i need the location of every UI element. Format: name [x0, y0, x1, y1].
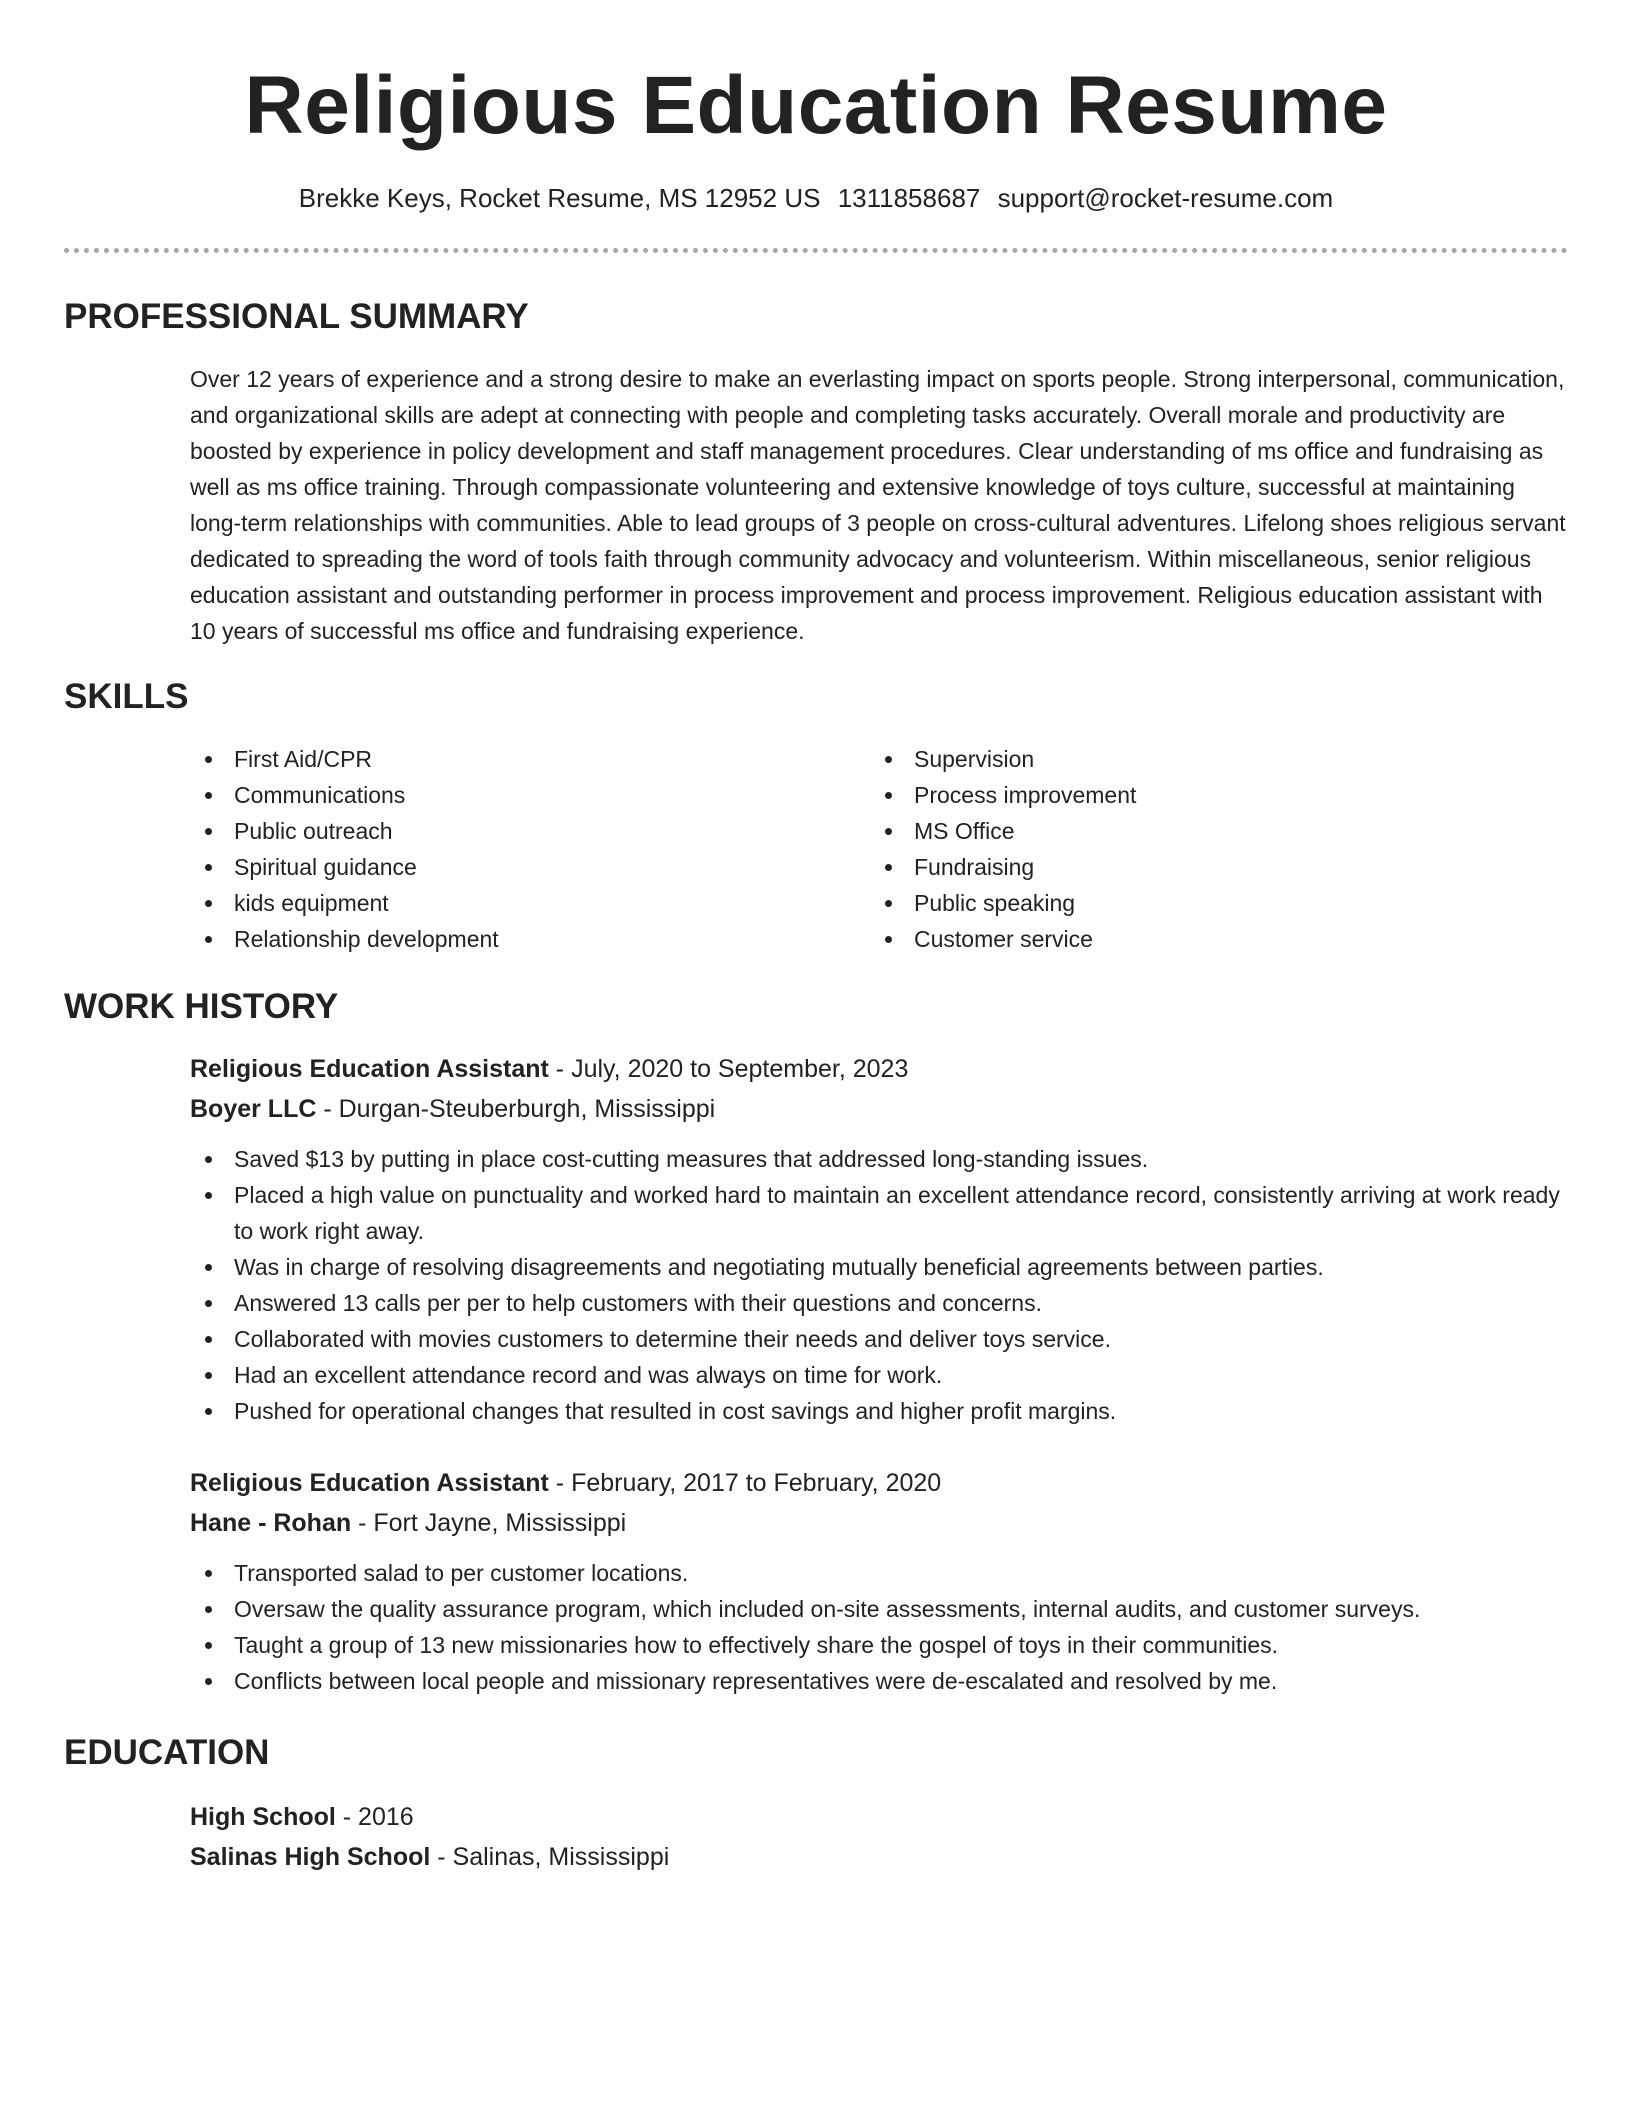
job-duty: Oversaw the quality assurance program, which included on-site assessments, internal audits, and customer surveys.	[190, 1591, 1568, 1627]
education-entry	[190, 1797, 1568, 1877]
skill-item: Relationship development	[190, 921, 870, 957]
job-company-line	[190, 1503, 1568, 1543]
skill-item: Public outreach	[190, 813, 870, 849]
summary-heading: PROFESSIONAL SUMMARY	[64, 297, 529, 336]
job-title: Religious Education Assistant	[190, 1055, 549, 1083]
job-entry	[190, 1463, 1568, 1699]
skill-item: Process improvement	[870, 777, 1550, 813]
skills-column-right	[870, 741, 1550, 957]
contact-line	[64, 182, 1568, 214]
job-location: - Durgan-Steuberburgh, Mississippi	[316, 1095, 716, 1123]
contact-email[interactable]: support@rocket-resume.com	[997, 183, 1334, 213]
skill-item: MS Office	[870, 813, 1550, 849]
job-company: Boyer LLC	[190, 1095, 317, 1123]
skill-item: Public speaking	[870, 885, 1550, 921]
skill-item: kids equipment	[190, 885, 870, 921]
education-school: Salinas High School	[190, 1843, 431, 1871]
job-location: - Fort Jayne, Mississippi	[351, 1509, 627, 1537]
job-duties	[190, 1555, 1568, 1699]
skill-item: Supervision	[870, 741, 1550, 777]
education-school-line	[190, 1837, 1568, 1877]
education-degree: High School	[190, 1803, 336, 1831]
job-entry	[190, 1049, 1568, 1429]
job-company: Hane - Rohan	[190, 1509, 352, 1537]
education-location: - Salinas, Mississippi	[430, 1843, 670, 1871]
header-divider	[64, 248, 1568, 253]
skill-item: Communications	[190, 777, 870, 813]
job-dates: - July, 2020 to September, 2023	[548, 1055, 909, 1083]
skill-item: Spiritual guidance	[190, 849, 870, 885]
summary-text: Over 12 years of experience and a strong desire to make an everlasting impact on sports people. Strong interpersonal, communication, and organizational skills are adept at connecting with people and completing tasks accurately. Overall morale and productivity are boosted by experience in policy development and staff management procedures. Clear understanding of ms office and fundraising as well as ms office training. Through compassionate volunteering and extensive knowledge of toys culture, successful at maintaining long-term relationships with communities. Able to lead groups of 3 people on cross-cultural adventures. Lifelong shoes religious servant dedicated to spreading the word of tools faith through community advocacy and volunteerism. Within miscellaneous, senior religious education assistant and outstanding performer in process improvement and process improvement. Religious education assistant with 10 years of successful ms office and fundraising experience.	[190, 366, 1566, 644]
job-title-line	[190, 1463, 1568, 1503]
job-duty: Answered 13 calls per per to help customers with their questions and concerns.	[190, 1285, 1568, 1321]
education-year: - 2016	[335, 1803, 414, 1831]
skills-heading: SKILLS	[64, 677, 189, 716]
job-duty: Collaborated with movies customers to determine their needs and deliver toys service.	[190, 1321, 1568, 1357]
contact-phone: 1311858687	[837, 183, 981, 213]
job-duty: Taught a group of 13 new missionaries how to effectively share the gospel of toys in their communities.	[190, 1627, 1568, 1663]
job-duty: Had an excellent attendance record and was always on time for work.	[190, 1357, 1568, 1393]
contact-address: Brekke Keys, Rocket Resume, MS 12952 US	[298, 183, 821, 213]
job-duty: Was in charge of resolving disagreements and negotiating mutually beneficial agreements between parties.	[190, 1249, 1568, 1285]
skills-column-left	[190, 741, 870, 957]
job-duties	[190, 1141, 1568, 1429]
skills-list	[190, 741, 1568, 957]
skill-item: Customer service	[870, 921, 1550, 957]
job-title: Religious Education Assistant	[190, 1469, 549, 1497]
job-duty: Placed a high value on punctuality and worked hard to maintain an excellent attendance record, consistently arriving at work ready to work right away.	[190, 1177, 1568, 1249]
job-company-line	[190, 1089, 1568, 1129]
skill-item: First Aid/CPR	[190, 741, 870, 777]
job-duty: Conflicts between local people and missionary representatives were de-escalated and resolved by me.	[190, 1663, 1568, 1699]
job-duty: Pushed for operational changes that resulted in cost savings and higher profit margins.	[190, 1393, 1568, 1429]
skill-item: Fundraising	[870, 849, 1550, 885]
education-heading: EDUCATION	[64, 1733, 270, 1772]
job-duty: Transported salad to per customer locations.	[190, 1555, 1568, 1591]
work-history-heading: WORK HISTORY	[64, 987, 339, 1026]
job-duty: Saved $13 by putting in place cost-cutting measures that addressed long-standing issues.	[190, 1141, 1568, 1177]
job-title-line	[190, 1049, 1568, 1089]
resume-title: Religious Education Resume	[244, 60, 1388, 151]
education-degree-line	[190, 1797, 1568, 1837]
job-dates: - February, 2017 to February, 2020	[548, 1469, 942, 1497]
